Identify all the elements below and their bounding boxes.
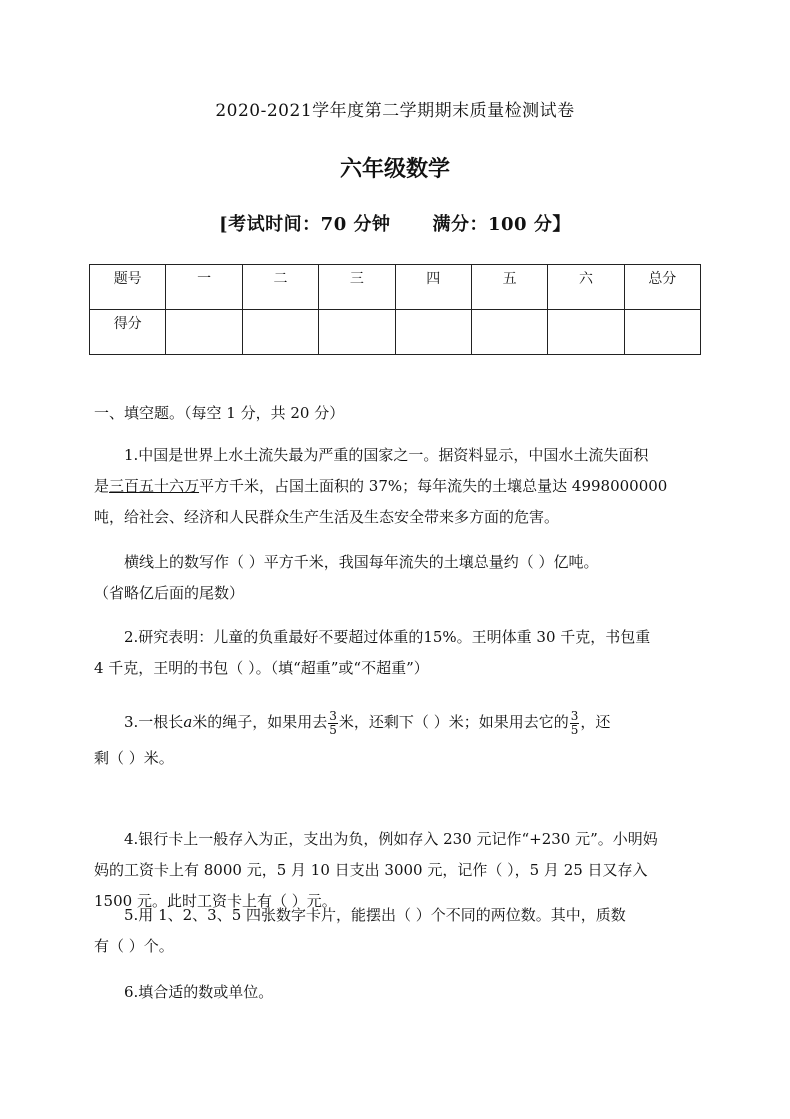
q1-sub-line-2: （省略亿后面的尾数）	[94, 584, 245, 602]
exam-subject: 六年级数学	[339, 156, 450, 182]
score-input-total[interactable]	[624, 310, 700, 355]
score-table-header-row	[90, 265, 701, 310]
q4-line-1: 4.银行卡上一般存入为正，支出为负，例如存入 230 元记作“+230 元”。小明妈	[124, 830, 658, 848]
q3-line-2: 剩（ ）米。	[94, 749, 174, 767]
q3-line-1	[94, 704, 704, 740]
score-input-3[interactable]	[319, 310, 395, 355]
exam-time: [考试时间：70 分钟	[219, 214, 391, 235]
cell-question-number: 题号	[90, 265, 166, 310]
q5-line-1: 5.用 1、2、3、5 四张数字卡片，能摆出（ ）个不同的两位数。其中，质数	[124, 906, 626, 924]
cell-part-3: 三	[319, 265, 395, 310]
score-input-5[interactable]	[471, 310, 547, 355]
q4-line-3: 1500 元。此时工资卡上有（ ）元。	[94, 892, 337, 910]
question-1-sub	[94, 547, 704, 609]
q3-text-3: 米，还剩下（ ）米；如果用去它的	[338, 713, 569, 731]
q5-line-2: 有（ ）个。	[94, 937, 174, 955]
score-table	[89, 264, 701, 355]
cell-part-4: 四	[395, 265, 471, 310]
q3-text-2: 米的绳子，如果用去	[192, 713, 328, 731]
score-input-4[interactable]	[395, 310, 471, 355]
cell-total: 总分	[624, 265, 700, 310]
question-1	[94, 440, 704, 533]
cell-part-5: 五	[471, 265, 547, 310]
exam-title: 2020-2021学年度第二学期期末质量检测试卷	[215, 101, 575, 121]
fraction-2	[570, 710, 580, 737]
q1-text-2: 平方千米，占国土面积的 37%；每年流失的土壤总量达 4998000000	[199, 477, 668, 495]
fraction-1-denominator: 5	[329, 722, 337, 737]
question-5	[94, 900, 704, 962]
q1-underlined-number: 三百五十六万	[109, 477, 200, 495]
q3-text-1: 3.一根长	[124, 713, 184, 731]
q3-text-4: ，还	[580, 713, 611, 731]
q1-line-3: 吨，给社会、经济和人民群众生产生活及生态安全带来多方面的危害。	[94, 508, 560, 526]
exam-info	[0, 210, 790, 236]
q4-line-2: 妈的工资卡上有 8000 元，5 月 10 日支出 3000 元，记作（ ），5 月 25 日又存入	[94, 861, 648, 879]
fraction-1-numerator: 3	[329, 708, 337, 723]
q1-line-1: 1.中国是世界上水土流失最为严重的国家之一。据资料显示，中国水土流失面积	[124, 446, 649, 464]
score-table-score-row	[90, 310, 701, 355]
fraction-2-denominator: 5	[570, 722, 579, 737]
q2-line-2: 4 千克，王明的书包（ ）。（填“超重”或“不超重”）	[94, 659, 429, 677]
score-input-1[interactable]	[166, 310, 242, 355]
question-6	[94, 977, 704, 1008]
cell-score-label: 得分	[90, 310, 166, 355]
q2-line-1: 2.研究表明：儿童的负重最好不要超过体重的15%。王明体重 30 千克，书包重	[124, 628, 651, 646]
q1-text: 是	[94, 477, 110, 495]
full-score: 满分：100 分】	[432, 214, 571, 235]
q3-variable: a	[183, 713, 193, 731]
q1-line-2	[94, 471, 704, 502]
fraction-1	[328, 710, 338, 737]
cell-part-6: 六	[548, 265, 624, 310]
section-heading: 一、填空题。（每空 1 分，共 20 分）	[94, 404, 345, 422]
question-3	[94, 704, 704, 776]
score-input-6[interactable]	[548, 310, 624, 355]
q6-line-1: 6.填合适的数或单位。	[124, 983, 274, 1001]
score-input-2[interactable]	[242, 310, 318, 355]
cell-part-2: 二	[242, 265, 318, 310]
cell-part-1: 一	[166, 265, 242, 310]
question-2	[94, 622, 704, 684]
fraction-2-numerator: 3	[570, 708, 579, 723]
q1-sub-line-1: 横线上的数写作（ ）平方千米，我国每年流失的土壤总量约（ ）亿吨。	[124, 553, 599, 571]
